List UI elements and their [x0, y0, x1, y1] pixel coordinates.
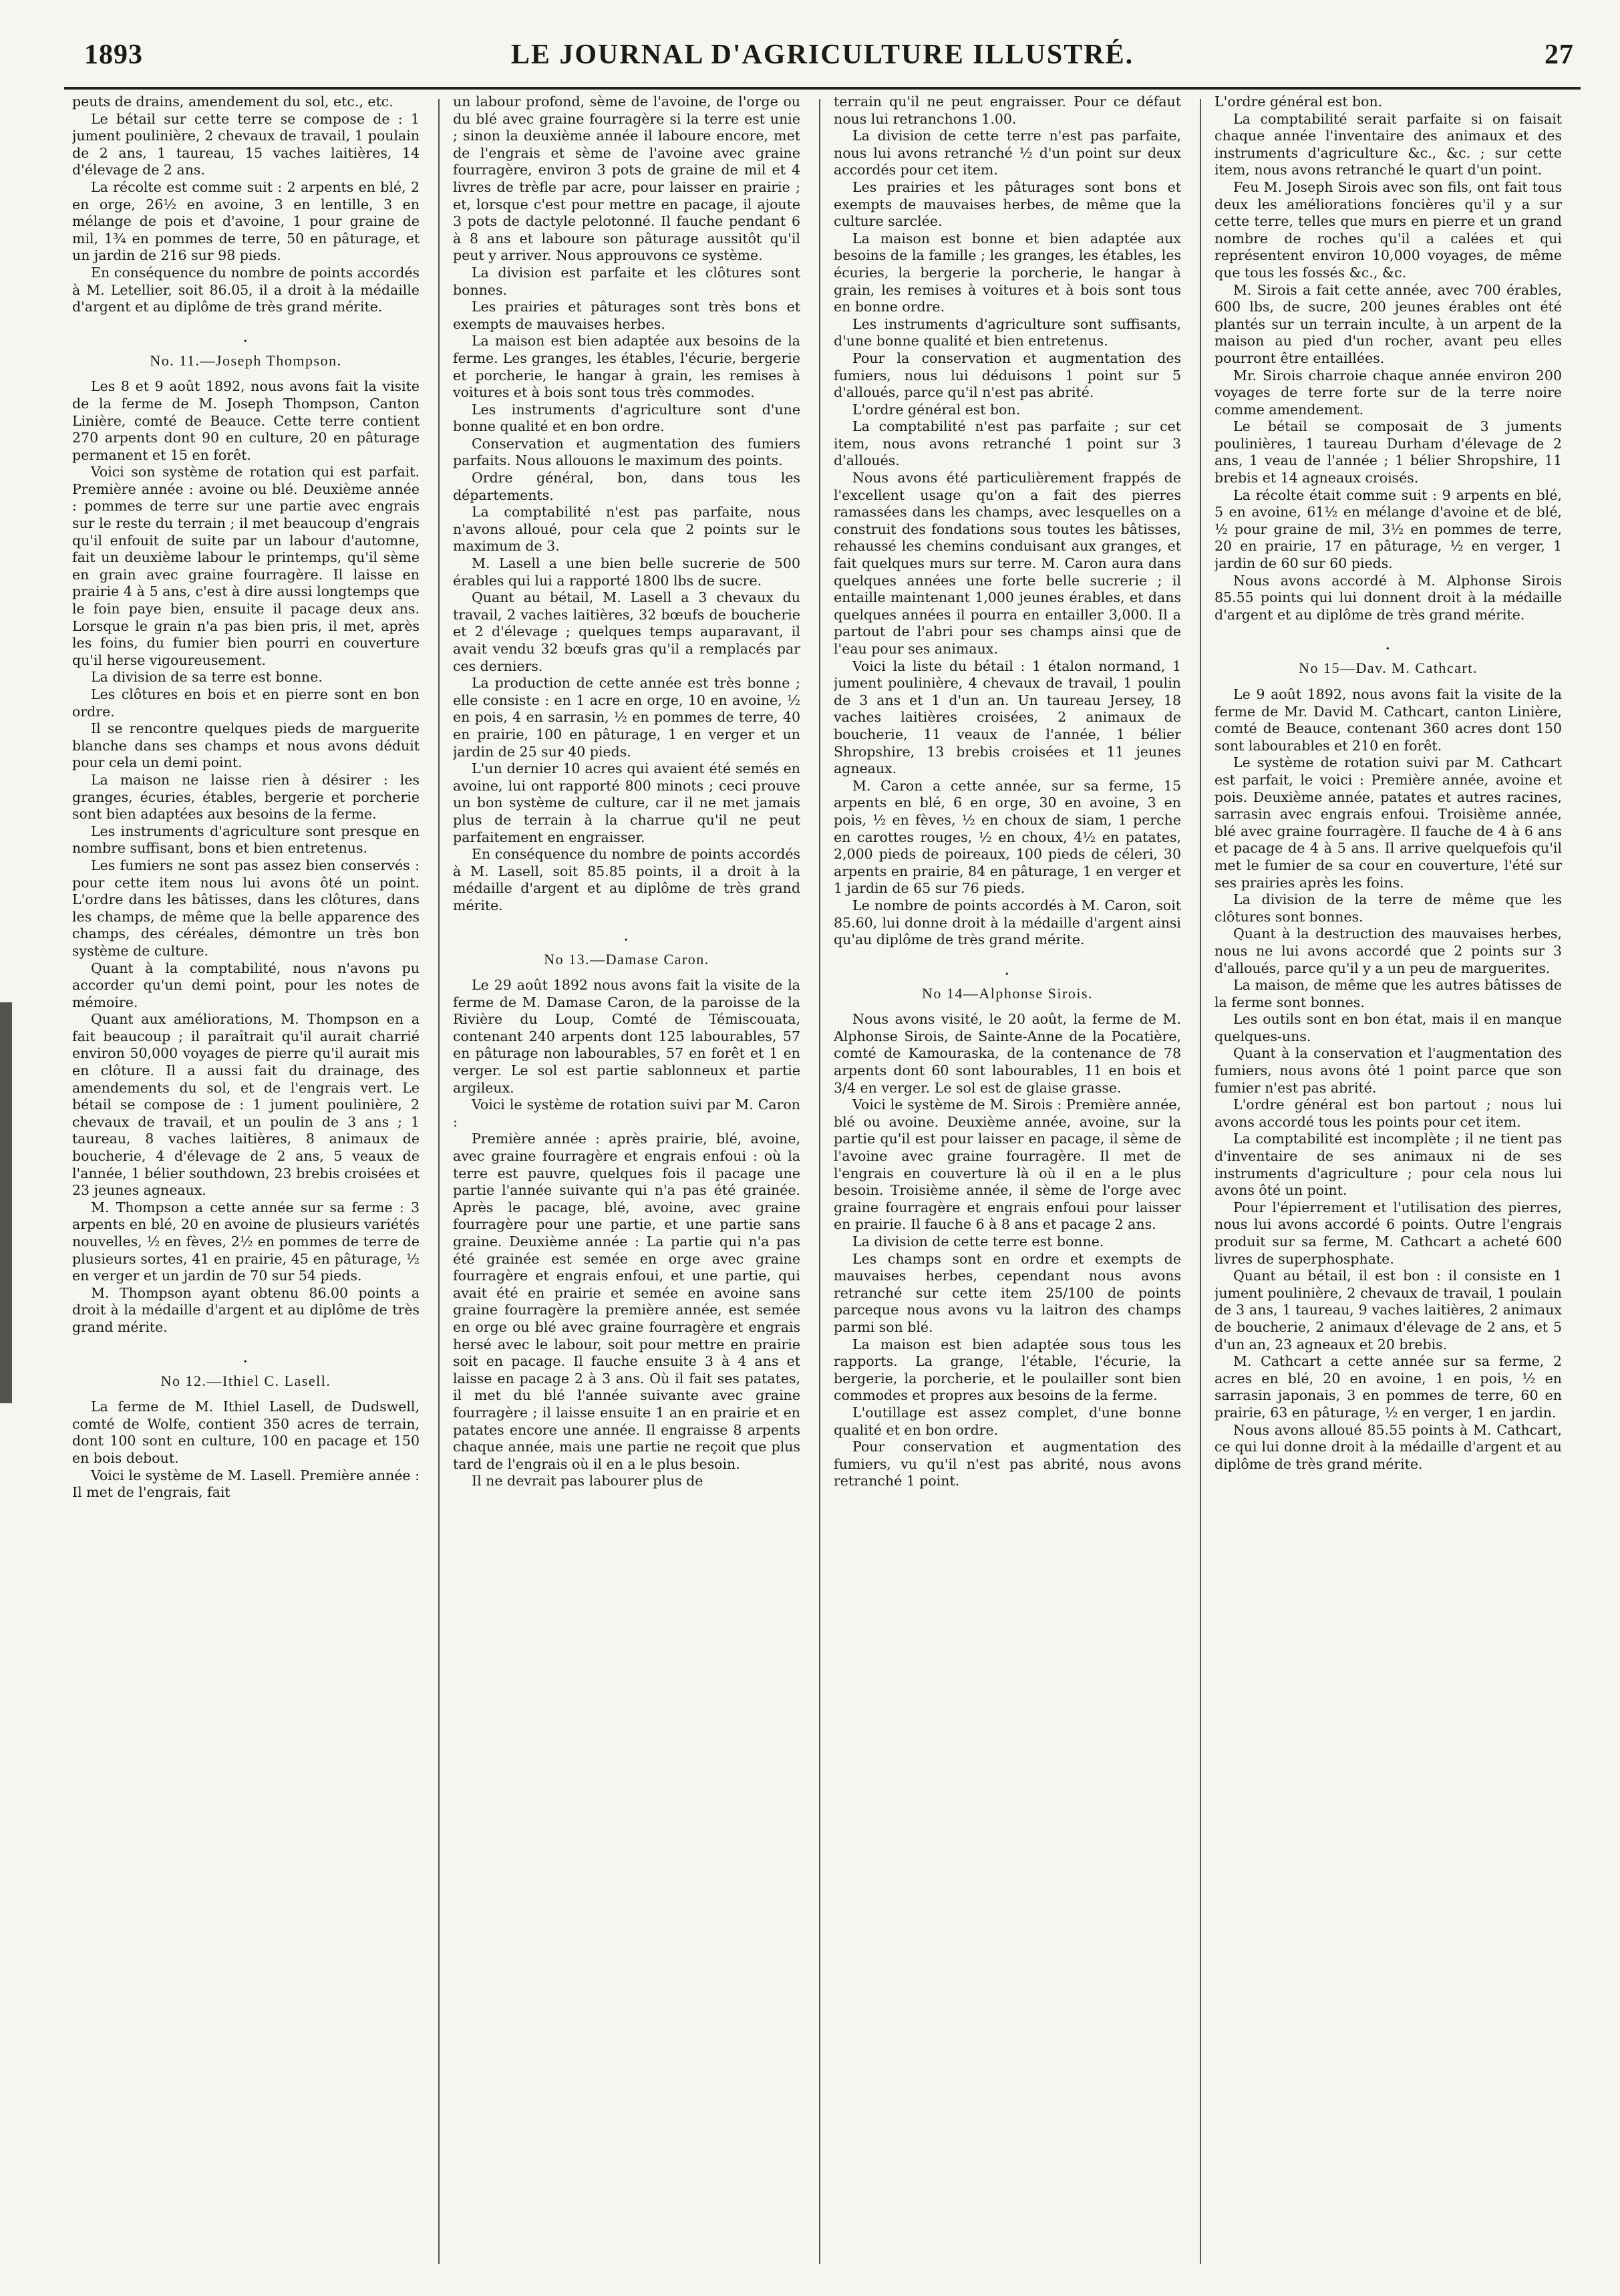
paragraph: M. Cathcart a cette année sur sa ferme, 2 acres en blé, 20 en avoine, 1 en pois, ½ en sarrasin japonais, 3 en pommes de terre, 60 en prairie, 63 en pâturage, ½ en verger, 1 en jardin.	[1214, 1353, 1562, 1421]
paragraph: Il se rencontre quelques pieds de marguerite blanche dans ses champs et nous avons déduit pour cela un demi point.	[72, 720, 420, 771]
newspaper-page	[64, 20, 1581, 2279]
paragraph: M. Thompson ayant obtenu 86.00 points a droit à la médaille d'argent et au diplôme de très grand mérite.	[72, 1284, 420, 1335]
paragraph: La ferme de M. Ithiel Lasell, de Dudswell, comté de Wolfe, contient 350 acres de terrain, dont 100 sont en culture, 100 en pacage et 150 en bois debout.	[72, 1399, 420, 1466]
paragraph: Voici le système de rotation suivi par M. Caron :	[453, 1097, 800, 1130]
paragraph: La comptabilité n'est pas parfaite ; sur cet item, nous avons retranché 1 point sur 3 d'alloués.	[834, 418, 1181, 469]
column-3	[834, 94, 1181, 2272]
paragraph: M. Caron a cette année, sur sa ferme, 15 arpents en blé, 6 en orge, 30 en avoine, 3 en pois, ½ en fèves, ½ en choux de siam, 1 perche en carottes rouges, ½ en choux, 4½ en patates, 2,000 pieds de poireaux, 100 pieds de céleri, 30 arpents en prairie, 84 en pâturage, 1 en verger et 1 jardin de 65 sur 76 pieds.	[834, 777, 1181, 897]
paragraph: La récolte était comme suit : 9 arpents en blé, 5 en avoine, 61½ en mélange d'avoine et de blé, ½ pour graine de mil, 3½ en pommes de terre, 20 en prairie, 17 en pâturage, ½ en verger, 1 jardin de 60 sur 60 pieds.	[1214, 486, 1562, 572]
paragraph: La division est parfaite et les clôtures sont bonnes.	[453, 264, 800, 298]
paragraph: La comptabilité est incomplète ; il ne tient pas d'inventaire de ses animaux ni de ses instruments d'agriculture ; pour cela nous lui avons ôté un point.	[1214, 1131, 1562, 1199]
paragraph: Le 29 août 1892 nous avons fait la visite de la ferme de M. Damase Caron, de la paroisse de la Rivière du Loup, Comté de Témiscouata, contenant 240 arpents dont 125 labourables, 57 en pâturage non labourables, 57 en forêt et 1 en verger. Le sol est partie sablonneux et partie argileux.	[453, 977, 800, 1096]
paragraph: La division de la terre de même que les clôtures sont bonnes.	[1214, 891, 1562, 925]
paragraph: Première année : après prairie, blé, avoine, avec graine fourragère et engrais enfoui : où la terre est pauvre, quelques fois il pacage une partie l'année suivante qui n'a pas été grainée. Après le pacage, blé, avoine, avec graine fourragère pour une partie, et une partie sans graine. Deuxième année : La partie qui n'a pas été grainée est semée en orge avec graine fourragère et engrais enfoui, et une partie, qui avait été en prairie et semée en avoine sans graine fourragère la première année, est semée en orge ou blé avec graine fourragère et engrais hersé avec le labour, soit pour mettre en prairie soit en pacage. Il fauche ensuite 3 à 4 ans et laisse en pacage 2 à 3 ans. Où il fait ses patates, il met du blé l'année suivante avec graine fourragère ; il laisse ensuite 1 an en prairie et en patates encore une année. Il engraisse 8 arpents chaque année, mais une partie ne reçoit que plus tard de l'engrais où il en a le plus besoin.	[453, 1131, 800, 1472]
paragraph: Pour la conservation et augmentation des fumiers, nous lui déduisons 1 point sur 5 d'alloués, parce qu'il n'est pas abrité.	[834, 349, 1181, 401]
paragraph: Voici son système de rotation qui est parfait. Première année : avoine ou blé. Deuxième année : pommes de terre sur une partie avec engrais sur le reste du terrain ; il met beaucoup d'engrais qu'il enfouit de suite par un labour d'automne, fait un deuxième labour le printemps, qu'il sème en grain avec graine fourragère. Il laisse en prairie 4 à 5 ans, c'est à dire aussi longtemps que le foin paye bien, ensuite il pacage deux ans. Lorsque le grain n'a pas bien pris, il met, après les foins, du fumier bien pourri en couverture qu'il herse vigoureusement.	[72, 464, 420, 668]
paragraph: Quant au bétail, M. Lasell a 3 chevaux du travail, 2 vaches laitières, 32 bœufs de boucherie et 2 d'élevage ; quelques temps auparavant, il avait vendu 32 bœufs gras qu'il a remplacés par ces derniers.	[453, 589, 800, 674]
paragraph: En conséquence du nombre de points accordés à M. Lasell, soit 85.85 points, il a droit à la médaille d'argent et au diplôme de très grand mérite.	[453, 846, 800, 913]
section-heading: • No. 11.—Joseph Thompson.	[72, 336, 420, 370]
paragraph: M. Sirois a fait cette année, avec 700 érables, 600 lbs, de sucre, 200 jeunes érables ont été plantés sur un terrain inculte, à un arpent de la maison au pied d'un rocher, avant peu elles pourront être entaillées.	[1214, 281, 1562, 366]
column-2	[453, 94, 800, 2272]
paragraph: Quant à la conservation et l'augmentation des fumiers, nous avons ôté 1 point parce que son fumier n'est pas abrité.	[1214, 1045, 1562, 1096]
page-header	[64, 20, 1581, 90]
scan-edge-shadow	[0, 1002, 12, 1403]
paragraph: La maison ne laisse rien à désirer : les granges, écuries, étables, bergerie et porcherie sont bien adaptées aux besoins de la ferme.	[72, 771, 420, 823]
paragraph: Pour l'épierrement et l'utilisation des pierres, nous lui avons accordé 6 points. Outre l'engrais produit sur sa ferme, M. Cathcart a acheté 600 livres de superphosphate.	[1214, 1199, 1562, 1267]
column-rule	[1200, 99, 1201, 2264]
page-number: 27	[1545, 39, 1574, 70]
paragraph: Les champs sont en ordre et exempts de mauvaises herbes, cependant nous avons retranché sur cette item 25/100 de points parceque nous avons vu la laitron des champs parmi son blé.	[834, 1250, 1181, 1335]
paragraph: Conservation et augmentation des fumiers parfaits. Nous allouons le maximum des points.	[453, 435, 800, 469]
paragraph: Les 8 et 9 août 1892, nous avons fait la visite de la ferme de M. Joseph Thompson, Canton Linière, comté de Beauce. Cette terre contient 270 arpents dont 90 en culture, 20 en pâturage permanent et 15 en forêt.	[72, 378, 420, 463]
paragraph: En conséquence du nombre de points accordés à M. Letellier, soit 86.05, il a droit à la médaille d'argent et au diplôme de très grand mérite.	[72, 264, 420, 315]
paragraph: Le nombre de points accordés à M. Caron, soit 85.60, lui donne droit à la médaille d'argent ainsi qu'au diplôme de très grand mérite.	[834, 897, 1181, 948]
paragraph: Les prairies et pâturages sont très bons et exempts de mauvaises herbes.	[453, 299, 800, 332]
paragraph: La maison, de même que les autres bâtisses de la ferme sont bonnes.	[1214, 977, 1562, 1010]
paragraph: La division de cette terre est bonne.	[852, 1234, 1104, 1250]
paragraph: Quant à la comptabilité, nous n'avons pu accorder qu'un demi point, pour les notes de mémoire.	[72, 960, 420, 1010]
paragraph: Nous avons alloué 85.55 points à M. Cathcart, ce qui lui donne droit à la médaille d'argent et au diplôme de très grand mérite.	[1214, 1421, 1562, 1472]
paragraph: L'un dernier 10 acres qui avaient été semés en avoine, lui ont rapporté 800 minots ; ceci prouve un bon système de culture, car il ne met jamais plus de terrain à la charrue qu'il ne peut parfaitement en engraisser.	[453, 760, 800, 845]
paragraph: Les instruments d'agriculture sont suffisants, d'une bonne qualité et bien entretenus.	[834, 315, 1181, 349]
paragraph: La division de cette terre n'est pas parfaite, nous lui avons retranché ½ d'un point sur deux accordés pour cet item.	[834, 128, 1181, 178]
journal-title: LE JOURNAL D'AGRICULTURE ILLUSTRÉ.	[510, 39, 1134, 70]
section-heading: • No 12.—Ithiel C. Lasell.	[72, 1356, 420, 1390]
paragraph: La maison est bonne et bien adaptée aux besoins de la famille ; les granges, les étables, les écuries, la bergerie la porcherie, le hangar à grain, les remises à voitures et à bois sont tous en bonne ordre.	[834, 230, 1181, 315]
paragraph: Les instruments d'agriculture sont presque en nombre suffisant, bons et bien entretenus.	[72, 823, 420, 857]
paragraph: La division de sa terre est bonne.	[91, 669, 323, 686]
paragraph: Quant aux améliorations, M. Thompson en a fait beaucoup ; il paraîtrait qu'il aurait charrié environ 50,000 voyages de pierre qu'il aurait mis en clôture. Il a aussi fait du drainage, des amendements du sol, et de l'engrais vert. Le bétail se compose de : 1 jument poulinière, 2 chevaux de travail, et un poulin de 3 ans ; 1 taureau, 8 vaches laitières, 8 animaux de boucherie, 4 d'élevage de 2 ans, 5 veaux de l'année, 1 bélier southdown, 23 brebis croisées et 23 jeunes agneaux.	[72, 1011, 420, 1199]
paragraph: La comptabilité serait parfaite si on faisait chaque année l'inventaire des animaux et des instruments d'agriculture &c., &c. ; sur cette item, nous avons retranché le quart d'un point.	[1214, 110, 1562, 178]
section-heading: • No 15—Dav. M. Cathcart.	[1214, 643, 1562, 677]
paragraph: Mr. Sirois charroie chaque année environ 200 voyages de terre forte sur de la terre noire comme amendement.	[1214, 367, 1562, 418]
paragraph: M. Thompson a cette année sur sa ferme : 3 arpents en blé, 20 en avoine de plusieurs variétés nouvelles, ½ en fèves, 2½ en pommes de terre de plusieurs sortes, 41 en prairie, 45 en pâturage, ½ en verger et un jardin de 70 sur 54 pieds.	[72, 1199, 420, 1284]
paragraph: L'ordre général est bon.	[852, 401, 1021, 418]
paragraph: un labour profond, sème de l'avoine, de l'orge ou du blé avec graine fourragère si la terre est unie ; sinon la deuxième année il laboure encore, met de l'engrais et sème de l'avoine avec graine fourragère, environ 3 pots de graine de mil et 4 livres de trèfle par acre, pour laisser en prairie ; et, lorsque c'est pour mettre en pacage, il ajoute 3 pots de dactyle pelotonné. Il fauche pendant 6 à 8 ans et laboure son pâturage aussitôt qu'il peut y arriver. Nous approuvons ce système.	[453, 94, 800, 264]
paragraph: Les fumiers ne sont pas assez bien conservés : pour cette item nous lui avons ôté un point. L'ordre dans les bâtisses, dans les clôtures, dans les champs, de même que la belle apparence des champs, des céréales, démontre un très bon système de culture.	[72, 857, 420, 959]
section-heading: • No 14—Alphonse Sirois.	[834, 969, 1181, 1002]
paragraph: Le système de rotation suivi par M. Cathcart est parfait, le voici : Première année, avoine et pois. Deuxième année, patates et autres racines, sarrasin avec engrais enfoui. Troisième année, blé avec graine fourragère. Il fauche de 4 à 6 ans et pacage de 4 à 5 ans. Il arrive quelquefois qu'il met le fumier de sa cour en couverture, l'été sur ses prairies après les foins.	[1214, 754, 1562, 891]
paragraph: Voici la liste du bétail : 1 étalon normand, 1 jument poulinière, 4 chevaux de travail, 1 poulin de 3 ans et 1 d'un an. Un taureau Jersey, 18 vaches laitières croisées, 2 animaux de boucherie, 11 veaux de l'année, 1 bélier Shropshire, 13 brebis croisées et 11 jeunes agneaux.	[834, 658, 1181, 777]
paragraph: Les clôtures en bois et en pierre sont en bon ordre.	[72, 686, 420, 720]
paragraph: L'ordre général est bon.	[1214, 94, 1383, 110]
paragraph: Les outils sont en bon état, mais il en manque quelques-uns.	[1214, 1011, 1562, 1044]
paragraph: La comptabilité n'est pas parfaite, nous n'avons alloué, pour cela que 2 points sur le maximum de 3.	[453, 504, 800, 555]
paragraph: La maison est bien adaptée sous tous les rapports. La grange, l'étable, l'écurie, la bergerie, la porcherie, et le poulailler sont bien commodes et propres aux besoins de la ferme.	[834, 1336, 1181, 1404]
section-heading: • No 13.—Damase Caron.	[453, 935, 800, 968]
column-4	[1214, 94, 1562, 2272]
column-1	[72, 94, 420, 2272]
paragraph: Nous avons visité, le 20 août, la ferme de M. Alphonse Sirois, de Sainte-Anne de la Pocatière, comté de Kamouraska, de la contenance de 78 arpents dont 60 sont labourables, 11 en bois et 3/4 en verger. Le sol est de glaise grasse.	[834, 1011, 1181, 1096]
paragraph: peuts de drains, amendement du sol, etc., etc.	[72, 94, 393, 110]
paragraph: La production de cette année est très bonne ; elle consiste : en 1 acre en orge, 10 en avoine, ½ en pois, 4 en sarrasin, ½ en pommes de terre, 40 en prairie, 100 en pâturage, 1 en verger et un jardin de 25 sur 40 pieds.	[453, 675, 800, 760]
paragraph: Nous avons été particulièrement frappés de l'excellent usage qu'on a fait des pierres ramassées dans les champs, avec lesquelles on a construit des fondations sous toutes les bâtisses, rehaussé les chemins conduisant aux granges, et fait quelques murs sur terre. M. Caron aura dans quelques années une forte belle sucrerie ; il entaille maintenant 1,000 jeunes érables, et dans quelques années il pourra en entailler 3,000. Il a partout de l'abri pour ses champs ainsi que de l'eau pour ses animaux.	[834, 470, 1181, 657]
paragraph: Le bétail sur cette terre se compose de : 1 jument poulinière, 2 chevaux de travail, 1 poulain de 2 ans, 1 taureau, 15 vaches laitières, 14 d'élevage de 2 ans.	[72, 110, 420, 178]
paragraph: M. Lasell a une bien belle sucrerie de 500 érables qui lui a rapporté 1800 lbs de sucre.	[453, 555, 800, 589]
paragraph: Quant à la destruction des mauvaises herbes, nous ne lui avons accordé que 2 points sur 3 d'alloués, parce qu'il y a un peu de marguerites.	[1214, 925, 1562, 976]
column-rule	[438, 99, 440, 2264]
paragraph: Ordre général, bon, dans tous les départements.	[453, 470, 800, 503]
article-columns	[64, 94, 1581, 2272]
paragraph: Pour conservation et augmentation des fumiers, vu qu'il n'est pas abrité, nous avons retranché 1 point.	[834, 1439, 1181, 1489]
paragraph: terrain qu'il ne peut engraisser. Pour ce défaut nous lui retranchons 1.00.	[834, 94, 1181, 127]
paragraph: Le 9 août 1892, nous avons fait la visite de la ferme de Mr. David M. Cathcart, canton Linière, comté de Beauce, contenant 360 acres dont 150 sont labourables et 210 en forêt.	[1214, 686, 1562, 754]
paragraph: Voici le système de M. Lasell. Première année : Il met de l'engrais, fait	[72, 1467, 420, 1501]
paragraph: Nous avons accordé à M. Alphonse Sirois 85.55 points qui lui donnent droit à la médaille d'argent et au diplôme de très grand mérite.	[1214, 572, 1562, 623]
paragraph: Voici le système de M. Sirois : Première année, blé ou avoine. Deuxième année, avoine, sur la partie qu'il est pour laisser en pacage, il sème de l'avoine avec graine fourragère. Il met de l'engrais en couverture là où il en a le plus besoin. Troisième année, il sème de l'orge avec graine fourragère et engrais enfoui pour laisser en prairie. Il fauche 6 à 8 ans et pacage 2 ans.	[834, 1097, 1181, 1233]
paragraph: Le bétail se composait de 3 juments poulinières, 1 taureau Durham d'élevage de 2 ans, 1 veau de l'année ; 1 bélier Shropshire, 11 brebis et 14 agneaux croisés.	[1214, 418, 1562, 486]
paragraph: Feu M. Joseph Sirois avec son fils, ont fait tous deux les améliorations foncières qu'il y a sur cette terre, telles que murs en pierre et un grand nombre de roches qu'il a calées et qui représentent environ 10,000 voyages, de même que tous les fossés &c., &c.	[1214, 178, 1562, 281]
paragraph: Les instruments d'agriculture sont d'une bonne qualité et en bon ordre.	[453, 401, 800, 435]
paragraph: Quant au bétail, il est bon : il consiste en 1 jument poulinière, 2 chevaux de travail, 1 poulain de 3 ans, 1 taureau, 9 vaches laitières, 2 animaux de boucherie, 2 animaux d'élevage de 2 ans, et 5 d'un an, 23 agneaux et 20 brebis.	[1214, 1268, 1562, 1352]
paragraph: L'ordre général est bon partout ; nous lui avons accordé tous les points pour cet item.	[1214, 1097, 1562, 1130]
column-rule	[819, 99, 820, 2264]
paragraph: L'outillage est assez complet, d'une bonne qualité et en bon ordre.	[834, 1404, 1181, 1438]
paragraph: Il ne devrait pas labourer plus de	[472, 1473, 703, 1489]
paragraph: La maison est bien adaptée aux besoins de la ferme. Les granges, les étables, l'écurie, bergerie et porcherie, le hangar à grain, les remises à voitures et à bois sont tous très commodes.	[453, 333, 800, 401]
paragraph: Les prairies et les pâturages sont bons et exempts de mauvaises herbes, de même que la culture sarclée.	[834, 178, 1181, 230]
header-year: 1893	[84, 39, 143, 70]
paragraph: La récolte est comme suit : 2 arpents en blé, 2 en orge, 26½ en avoine, 3 en lentille, 3 en mélange de pois et d'avoine, 1 pour graine de mil, 1¾ en pommes de terre, 50 en pâturage, et un jardin de 216 sur 98 pieds.	[72, 178, 420, 264]
